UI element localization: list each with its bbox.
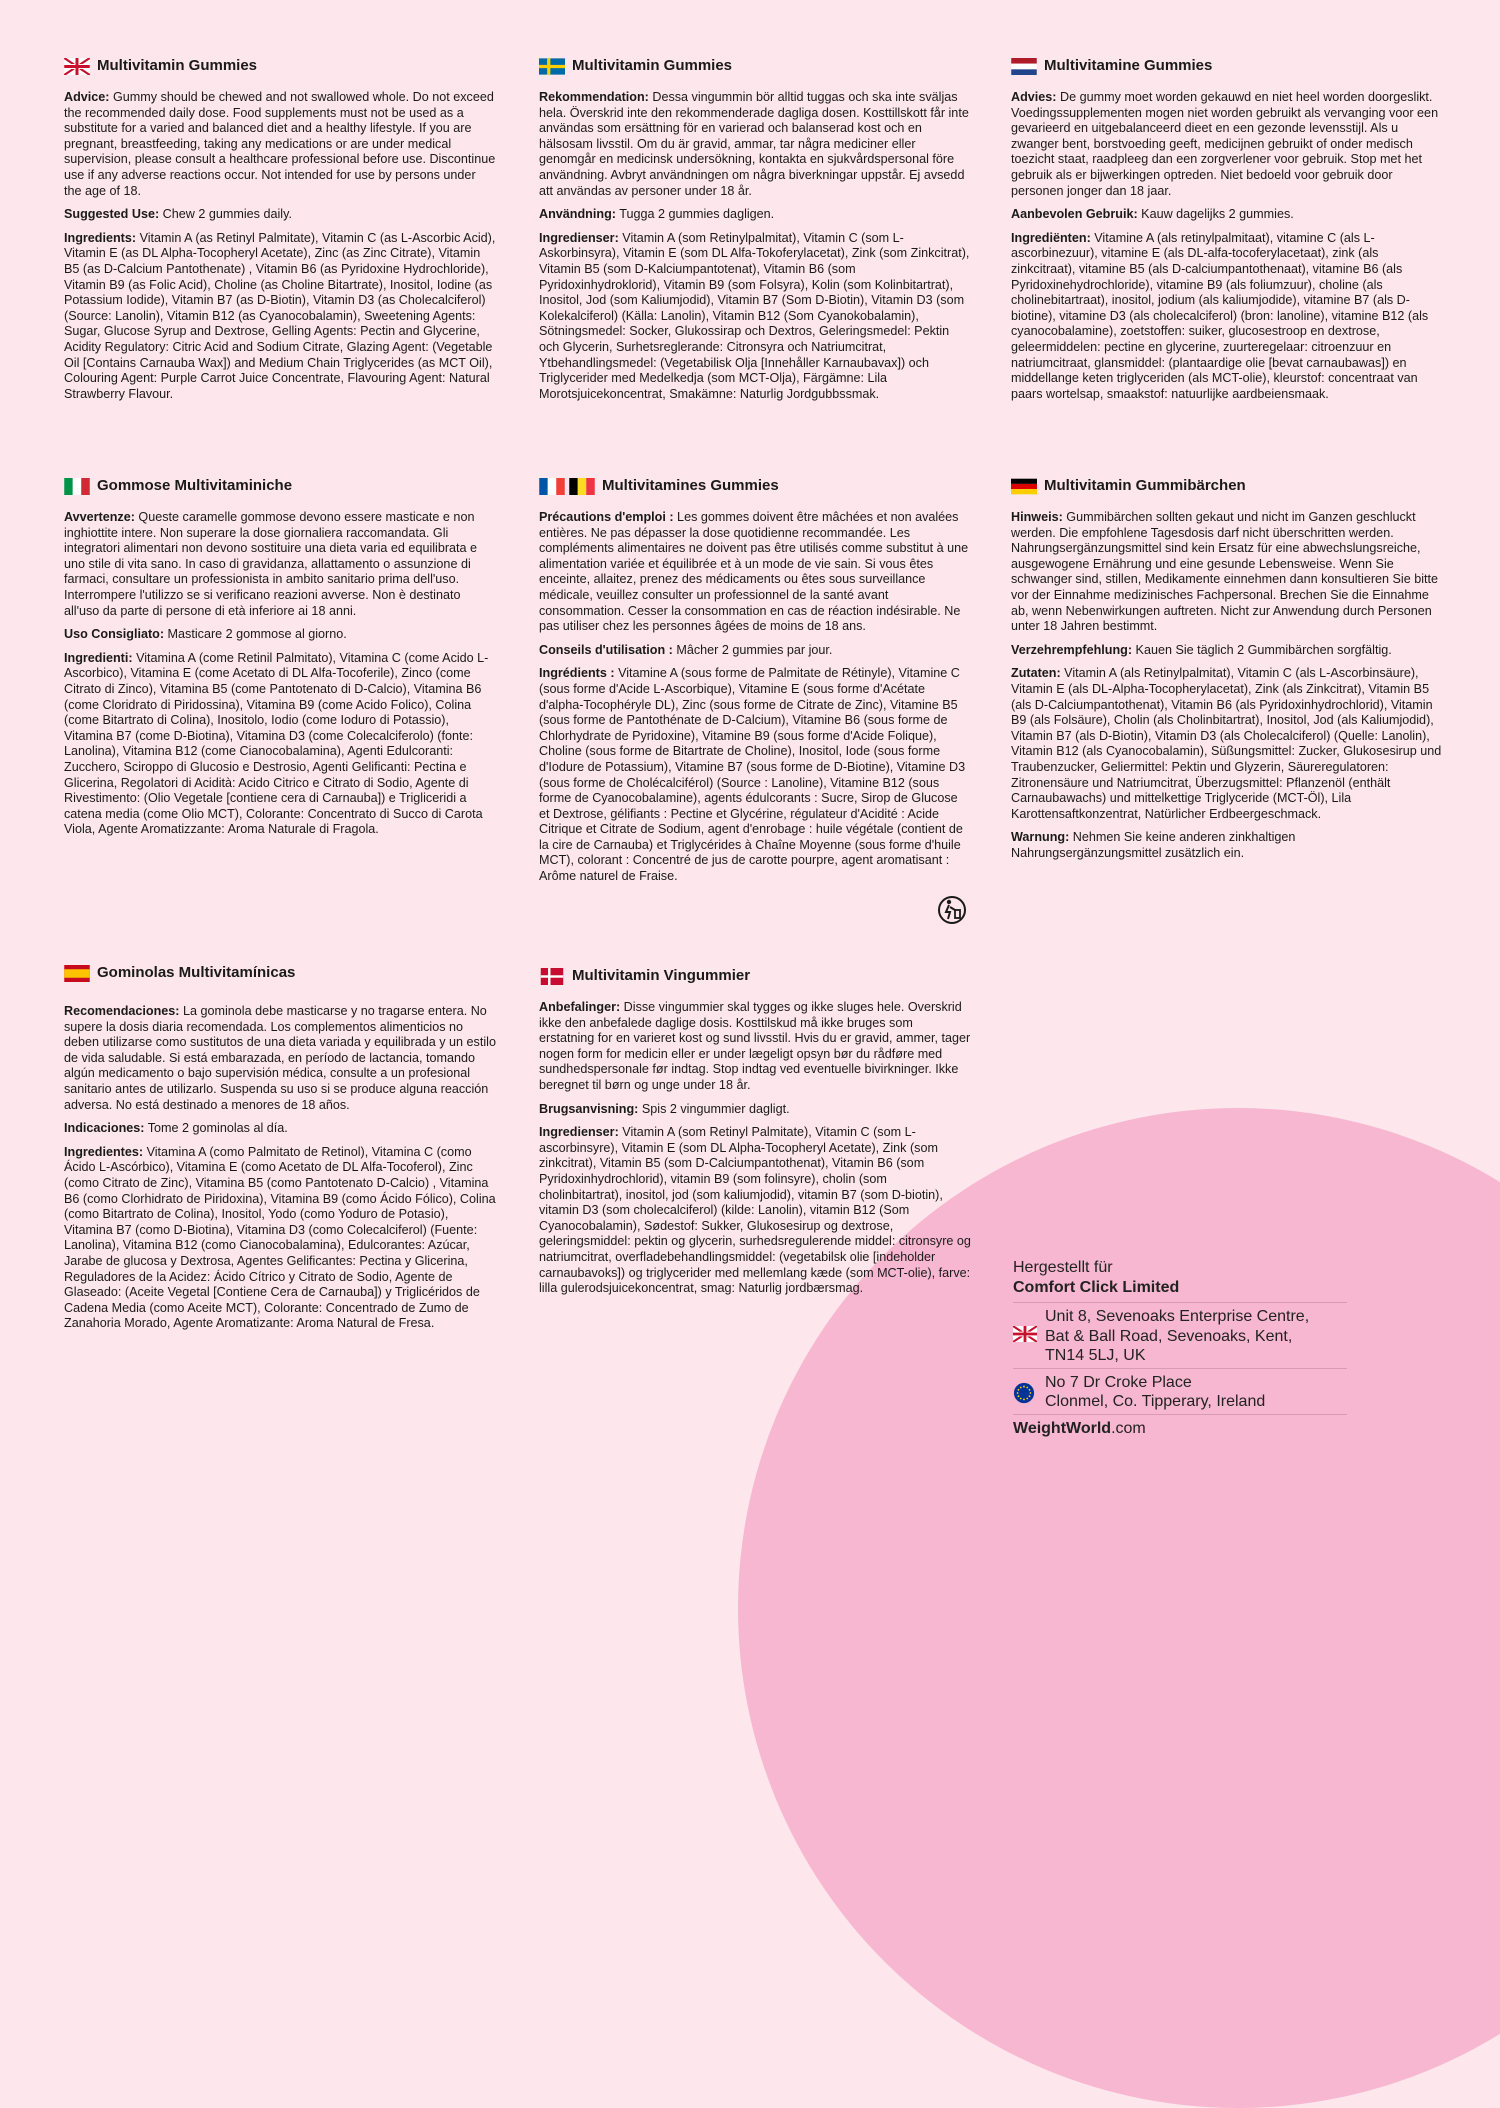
para-text: De gummy moet worden gekauwd en niet heel worden doorgeslikt. Voedingssupplementen mogen niet worden gebruikt als vervanging voor een gevarieerd en uitgebalanceerd dieet en een gezonde levensstijl. Als u zwanger bent, borstvoeding geeft, medicijnen gebruikt of onder medisch toezicht staat, raadpleeg dan een zorgverlener voor gebruik. Stop met het gebruik als er bijwerkingen optreden. Niet bedoeld voor gebruik door personen jonger dan 18 jaar.: [1011, 90, 1439, 198]
section-title: Multivitamin Gummies: [572, 57, 733, 74]
para-text: Vitamine A (sous forme de Palmitate de Rétinyle), Vitamine C (sous forme d'Acide L-Ascorbique), Vitamine E (sous forme d'Acétate d'alpha-Tocophéryle DL), Zinc (sous forme de Citrate de Zinc), Vitamine B5 (sous forme de Pantothénate de D-Calcium), Vitamine B6 (sous forme de Chlorhydrate de Pyridoxine), Vitamine B9 (sous forme d'Acide Folique), Choline (sous forme de Bitartrate de Choline), Inositol, Iode (sous forme d'Iodure de Potassium), Vitamine B7 (sous forme de D-Biotine), Vitamine D3 (sous forme de Cholécalciférol) (Source : Lanoline), Vitamine B12 (sous forme de Cyanocobalamine), agents édulcorants : Sucre, Sirop de Glucose et Dextrose, gélifiants : Pectine et Glycérine, régulateur d'Acidité : Acide Citrique et Citrate de Sodium, agent d'enrobage : huile végétale (contient de la cire de Carnauba) et Triglycérides à Chaîne Moyenne (sous forme d'huile MCT), colorant : Concentré de jus de carotte pourpre, agent aromatisant : Arôme naturel de Fraise.: [539, 666, 966, 884]
section-it: [64, 477, 496, 846]
italy-flag-icon: [64, 478, 90, 495]
para-text: Nehmen Sie keine anderen zinkhaltigen Nahrungsergänzungsmittel zusätzlich ein.: [1011, 830, 1296, 860]
paragraph-ingredients: [539, 1125, 971, 1297]
para-text: Vitamin A (as Retinyl Palmitate), Vitamin C (as L-Ascorbic Acid), Vitamin E (as DL Alpha-Tocopheryl Acetate), Zinc (as Zinc Citrate), Vitamin B5 (as D-Calcium Pantothenate) , Vitamin B6 (as Pyridoxine Hydrochloride), Vitamin B9 (as Folic Acid), Choline (as Choline Bitartrate), Inositol, Iodine (as Potassium Iodide), Vitamin B7 (as D-Biotin), Vitamin D3 (as Cholecalciferol) (Source: Lanolin), Vitamin B12 (as Cyanocobalamin), Sweetening Agents: Sugar, Glucose Syrup and Dextrose, Gelling Agents: Pectin and Glycerine, Acidity Regulatory: Citric Acid and Sodium Citrate, Glazing Agent: (Vegetable Oil [Contains Carnauba Wax]) and Medium Chain Triglycerides (as MCT Oil), Colouring Agent: Purple Carrot Juice Concentrate, Flavouring Agent: Natural Strawberry Flavour.: [64, 230, 496, 401]
para-text: Vitamin A (som Retinyl Palmitate), Vitamin C (som L-ascorbinsyre), Vitamin E (som DL Alpha-Tocopheryl Acetate), Zink (som zinkcitrat), Vitamin B5 (som D-Calciumpantothenat), Vitamin B6 (som Pyridoxinhydrochlorid), vitamin B9 (som folinsyre), cholin (som cholinbitartrat), inositol, jod (som kaliumjodid), vitamin B7 (som D-biotin), vitamin D3 (som cholecalciferol) (kilde: Lanolin), vitamin B12 (Som Cyanocobalamin), Sødestof: Sukker, Glukosesirup og dextrose, geleringsmiddel: pektin og glycerin, surhedsregulerende middel: citronsyre og natriumcitrat, overfladebehandlingsmiddel: (vegetabilsk olie [indeholder carnaubavoks]) og triglycerider med mellemlang kæde (som MCT-olie), farve: lilla gulerodsjuicekoncentrat, smag: Naturlig jordbærsmag.: [539, 1125, 971, 1296]
paragraph-usage: [539, 1102, 971, 1118]
para-text: Vitamine A (als retinylpalmitaat), vitamine C (als L-ascorbinezuur), vitamine E (als DL-alfa-tocoferylacetaat), zink (als zinkcitraat), vitamine B5 (als D-calciumpantothenaat), vitamine B6 (als Pyridoxinehydrochloride), vitamine B9 (als foliumzuur), choline (als cholinebitartraat), inositol, jodium (als kaliumjodide), vitamine B7 (als D-biotine), vitamine D3 (als cholecalciferol) (bron: lanoline), vitamine B12 (als cyanocobalamine), zoetstoffen: suiker, glucosestroop en dextrose, geleermiddelen: pectine en glycerine, zuurteregelaar: citroenzuur en natriumcitraat, glansmiddel: (plantaardige olie [bevat carnaubawas]) en middellange keten triglyceriden (als MCT-olie), kleurstof: concentraat van paars wortelsap, smaakstof: natuurlijke aardbeiensmaak.: [1011, 230, 1429, 401]
manufacturer-address: [1013, 1258, 1347, 1438]
para-label: Ingredienser:: [539, 1125, 619, 1140]
para-label: Warnung:: [1011, 830, 1070, 845]
para-text: Kauen Sie täglich 2 Gummibärchen sorgfältig.: [1132, 642, 1392, 657]
paragraph-advice: [64, 90, 496, 199]
para-label: Ingredienser:: [539, 230, 619, 245]
para-label: Advice:: [64, 90, 110, 104]
para-text: Chew 2 gummies daily.: [159, 207, 292, 222]
para-label: Recomendaciones:: [64, 1004, 180, 1018]
para-text: Vitamina A (come Retinil Palmitato), Vitamina C (come Acido L-Ascorbico), Vitamina E (come Acetato di DL Alfa-Tocoferile), Zinco (come Citrato di Zinco), Vitamina B5 (come Pantotenato di D-Calcio), Vitamina B6 (come Cloridrato di Piridossina), Vitamina B9 (come Acido Folico), Colina (come Bitartrato di Colina), Inositolo, Iodio (come Ioduro di Potassio), Vitamina B7 (come D-Biotina), Vitamina D3 (come Colecalciferolo) (fonte: Lanolina), Vitamina B12 (come Cianocobalamina), Agenti Edulcoranti: Zucchero, Sciroppo di Glucosio e Destrosio, Agenti Gelificanti: Pectina e Glicerina, Regolatori di Acidità: Acido Citrico e Citrato di Sodio, Agente di Rivestimento: (Olio Vegetale [contiene cera di Carnauba]) e Trigliceridi a catena media (come Olio MCT), Colorante: Concentrato di Succo di Carota Viola, Agente Aromatizzante: Aroma Naturale di Fragola.: [64, 650, 489, 837]
para-label: Ingredientes:: [64, 1144, 144, 1159]
uk-address: [1013, 1302, 1347, 1368]
section-de: [1011, 477, 1443, 869]
para-text: Tome 2 gominolas al día.: [144, 1121, 288, 1136]
address-line: No 7 Dr Croke Place: [1045, 1373, 1192, 1391]
para-text: Masticare 2 gommose al giorno.: [164, 627, 347, 642]
para-label: Ingredients:: [64, 230, 137, 245]
section-title: Multivitamin Gummibärchen: [1044, 477, 1246, 494]
section-title: Gommose Multivitaminiche: [97, 477, 293, 494]
para-text: Spis 2 vingummier dagligt.: [638, 1101, 790, 1116]
paragraph-advice: [539, 510, 971, 635]
para-label: Ingrediënten:: [1011, 230, 1091, 245]
section-title: Multivitamin Vingummier: [572, 967, 751, 984]
section-heading: [1011, 477, 1443, 495]
uk-flag-icon: [64, 58, 90, 75]
netherlands-flag-icon: [1011, 58, 1037, 75]
para-label: Brugsanvisning:: [539, 1101, 639, 1116]
paragraph-ingredients: [539, 231, 971, 403]
para-label: Anbefalinger:: [539, 1000, 621, 1014]
company-name: Comfort Click Limited: [1013, 1279, 1180, 1296]
section-es: [64, 964, 496, 1340]
france-flag-icon: [539, 478, 565, 495]
para-text: Dessa vingummin bör alltid tuggas och ska inte sväljas hela. Överskrid inte den rekommenderade dagliga dosen. Kosttillskott får inte användas som ersättning för en varierad och balanserad kost och en hälsosam livsstil. Om du är gravid, ammar, tar några mediciner eller genomgår en medicinsk undersökning, kontakta en sjukvårdspersonal före användning. Avbryt användningen om några biverkningar uppstår. Ej avsedd att användas av personer under 18 år.: [539, 90, 969, 198]
website-tld: .com: [1111, 1419, 1146, 1437]
para-text: Disse vingummier skal tygges og ikke sluges hele. Overskrid ikke den anbefalede daglige dosis. Kosttilskud må ikke bruges som erstatning for en varieret kost og sund livsstil. Hvis du er gravid, ammer, tager nogen form for medicin eller er under lægeligt opsyn bør du rådføre med sundhedspersonale før indtag. Stop indtag ved eventuelle bivirkninger. Ikke beregnet til børn og unge under 18 år.: [539, 1000, 971, 1092]
address-line: Unit 8, Sevenoaks Enterprise Centre,: [1045, 1308, 1310, 1325]
para-text: Tugga 2 gummies dagligen.: [615, 207, 775, 222]
para-text: Mâcher 2 gummies par jour.: [672, 642, 833, 657]
paragraph-ingredients: [64, 1145, 496, 1332]
para-label: Uso Consigliato:: [64, 627, 165, 642]
website-link[interactable]: [1013, 1414, 1347, 1438]
section-heading: [539, 477, 971, 495]
section-heading: [539, 57, 971, 75]
para-label: Indicaciones:: [64, 1121, 145, 1136]
section-heading: [64, 477, 496, 495]
para-label: Hinweis:: [1011, 510, 1063, 524]
paragraph-advice: [64, 510, 496, 619]
para-label: Ingrédients :: [539, 666, 615, 681]
paragraph-ingredients: [64, 231, 496, 403]
para-label: Conseils d'utilisation :: [539, 642, 673, 657]
section-da: [539, 967, 971, 1305]
para-text: Queste caramelle gommose devono essere masticate e non inghiottite intere. Non superare la dose giornaliera raccomandata. Gli integratori alimentari non devono sostituire una dieta varia ed equilibrata e uno stile di vita sano. In caso di gravidanza, allattamento o assunzione di farmaci, consultare un professionista in ambito sanitario prima dell'uso. Interrompere l'utilizzo se si verificano reazioni avverse. Non è destinato all'uso da parte di persone di età inferiore ai 18 anni.: [64, 510, 478, 618]
paragraph-advice: [1011, 510, 1443, 635]
uk-flag-icon: [1013, 1326, 1037, 1346]
tidyman-recycle-icon: [937, 895, 967, 925]
paragraph-usage: [64, 627, 496, 643]
website-bold: WeightWorld: [1013, 1419, 1112, 1437]
section-heading: [1011, 57, 1443, 75]
para-text: Kauw dagelijks 2 gummies.: [1137, 207, 1294, 222]
address-line: Bat & Ball Road, Sevenoaks, Kent,: [1045, 1327, 1293, 1345]
denmark-flag-icon: [539, 968, 565, 985]
paragraph-ingredients: [539, 666, 971, 884]
germany-flag-icon: [1011, 478, 1037, 495]
para-text: Gummibärchen sollten gekaut und nicht im Ganzen geschluckt werden. Die empfohlene Tagesdosis darf nicht überschritten werden. Nahrungsergänzungsmittel sind kein Ersatz für eine abwechslungsreiche, ausgewogene Ernährung und eine gesunde Lebensweise. Wenn Sie schwanger sind, stillen, Medikamente einnehmen dann konsultieren Sie bitte vor der Einnahme medizinisches Fachpersonal. Brechen Sie die Einnahme ab, wenn Nebenwirkungen auftreten. Nicht zur Anwendung durch Personen unter 18 Jahren bestimmt.: [1011, 510, 1439, 634]
para-label: Précautions d'emploi :: [539, 510, 674, 524]
eu-address: [1013, 1368, 1347, 1414]
section-title: Gominolas Multivitamínicas: [97, 964, 296, 981]
section-sv: [539, 57, 971, 410]
section-en: [64, 57, 496, 410]
para-label: Avvertenze:: [64, 510, 135, 524]
para-text: Vitamin A (som Retinylpalmitat), Vitamin C (som L-Askorbinsyra), Vitamin E (som DL Alfa-Tokoferylacetat), Zink (som Zinkcitrat), Vitamin B5 (som D-Kalciumpantotenat), Vitamin B6 (som Pyridoxinhydroklorid), Vitamin B9 (som Folsyra), Kolin (som Kolinbitartrat), Inositol, Jod (som Kaliumjodid), Vitamin B7 (Som D-Biotin), Vitamin D3 (som Kolekalciferol) (Källa: Lanolin), Vitamin B12 (Som Cyanokobalamin), Sötningsmedel: Socker, Glukossirap och Dextros, Geleringsmedel: Pektin och Glycerin, Surhetsreglerande: Citronsyra och Natriumcitrat, Ytbehandlingsmedel: (Vegetabilisk Olja [Innehåller Karnaubavax]) och Triglycerider med Medelkedja (som MCT-Olja), Färgämne: Lila Morotsjuicekoncentrat, Smakämne: Naturlig Jordgubbssmak.: [539, 230, 970, 401]
made-for-label: Hergestellt für: [1013, 1259, 1113, 1276]
para-label: Användning:: [539, 207, 616, 222]
paragraph-usage: [64, 1121, 496, 1137]
para-text: Vitamina A (como Palmitato de Retinol), Vitamina C (como Ácido L-Ascórbico), Vitamina E (como Acetato de DL Alfa-Tocoferol), Zinc (como Citrato de Zinc), Vitamina B5 (como Pantotenato D-Calcio) , Vitamina B6 (como Clorhidrato de Piridoxina), Vitamina B9 (como Ácido Fólico), Colina (como Bitartrato de Colina), Inositol, Yodo (como Yoduro de Potasio), Vitamina B7 (como D-Biotina), Vitamina D3 (como Colecalciferol) (Fuente: Lanolina), Vitamina B12 (como Cianocobalamina), Edulcorantes: Azúcar, Jarabe de glucosa y Dextrosa, Agentes Gelificantes: Pectina y Glicerina, Reguladores de la Acidez: Ácido Cítrico y Citrato de Sodio, Agente de Glaseado: (Aceite Vegetal [Contiene Cera de Carnauba]) y Triglicéridos de Cadena Media (como Aceite MCT), Colorante: Concentrado de Zumo de Zanahoria Morado, Agente Aromatizante: Aroma Natural de Fresa.: [64, 1144, 496, 1331]
spain-flag-icon: [64, 965, 90, 982]
paragraph-ingredients: [1011, 666, 1443, 822]
paragraph-usage: [539, 207, 971, 223]
para-label: Aanbevolen Gebruik:: [1011, 207, 1138, 222]
para-text: Vitamin A (als Retinylpalmitat), Vitamin C (als L-Ascorbinsäure), Vitamin E (als DL-Alpha-Tocopherylacetat), Zink (als Zinkcitrat), Vitamin B5 (als D-Calciumpantothenat), Vitamin B6 (als Pyridoxinhydrochlorid), Vitamin B9 (als Folsäure), Cholin (als Cholinbitartrat), Inositol, Jod (als Kaliumjodid), Vitamin B7 (als D-Biotin), Vitamin D3 (als Cholecalciferol) (Quelle: Lanolin), Vitamin B12 (als Cyanocobalamin), Süßungsmittel: Zucker, Glukosesirup und Traubenzucker, Geliermittel: Pektin und Glyzerin, Säureregulatoren: Zitronensäure und Natriumcitrat, Überzugsmittel: Pflanzenöl (enthält Carnaubawachs) und mittelkettige Triglyceride (MCT-Öl), Lila Karottensaftkonzentrat, Natürlicher Erdbeergeschmack.: [1011, 666, 1442, 821]
paragraph-ingredients: [64, 651, 496, 838]
para-label: Rekommendation:: [539, 90, 649, 104]
paragraph-advice: [64, 1004, 496, 1113]
para-text: Gummy should be chewed and not swallowed whole. Do not exceed the recommended daily dose. Food supplements must not be used as a substitute for a varied and balanced diet and a healthy lifestyle. If you are pregnant, breastfeeding, taking any medications or are under medical supervision, please consult a healthcare professional before use. Discontinue use if any adverse reactions occur. Not intended for use by persons under the age of 18.: [64, 90, 496, 198]
section-heading: [539, 967, 971, 985]
address-line: Clonmel, Co. Tipperary, Ireland: [1045, 1393, 1266, 1410]
paragraph-usage: [1011, 207, 1443, 223]
section-title: Multivitamines Gummies: [602, 477, 779, 494]
para-label: Suggested Use:: [64, 207, 160, 222]
paragraph-advice: [539, 1000, 971, 1094]
belgium-flag-icon: [569, 478, 595, 495]
paragraph-usage: [64, 207, 496, 223]
para-text: La gominola debe masticarse y no tragarse entera. No supere la dosis diaria recomendada. Los complementos alimenticios no deben utilizarse como sustitutos de una dieta variada y equilibrada y un estilo de vida saludable. Si está embarazada, en período de lactancia, tomando algún medicamento o bajo supervisión médica, consulte a un profesional sanitario antes de utilizarlo. Suspenda su uso si se produce alguna reacción adversa. No está destinado a menores de 18 años.: [64, 1004, 496, 1112]
para-label: Verzehrempfehlung:: [1011, 642, 1133, 657]
eu-flag-icon: [1013, 1382, 1037, 1402]
address-line: TN14 5LJ, UK: [1045, 1347, 1146, 1364]
paragraph-usage: [1011, 643, 1443, 659]
para-label: Zutaten:: [1011, 666, 1061, 681]
sweden-flag-icon: [539, 58, 565, 75]
paragraph-advice: [539, 90, 971, 199]
para-label: Advies:: [1011, 90, 1057, 104]
paragraph-ingredients: [1011, 231, 1443, 403]
para-text: Les gommes doivent être mâchées et non avalées entières. Ne pas dépasser la dose quotidienne recommandée. Les compléments alimentaires ne doivent pas être utilisés comme substitut à une alimentation variée et équilibrée et à un mode de vie sain. Si vous êtes enceinte, allaitez, prenez des médicaments ou êtes sous surveillance médicale, veuillez consulter un professionnel de la santé avant consommation. Cesser la consommation en cas de réaction indésirable. Ne pas utiliser chez les personnes âgées de moins de 18 ans.: [539, 510, 969, 634]
para-label: Ingredienti:: [64, 650, 133, 665]
section-title: Multivitamin Gummies: [97, 57, 258, 74]
paragraph-advice: [1011, 90, 1443, 199]
paragraph-warning: [1011, 830, 1443, 861]
section-fr: [539, 477, 971, 893]
paragraph-usage: [539, 643, 971, 659]
section-title: Multivitamine Gummies: [1044, 57, 1213, 74]
section-heading: [64, 964, 496, 982]
section-nl: [1011, 57, 1443, 410]
section-heading: [64, 57, 496, 75]
